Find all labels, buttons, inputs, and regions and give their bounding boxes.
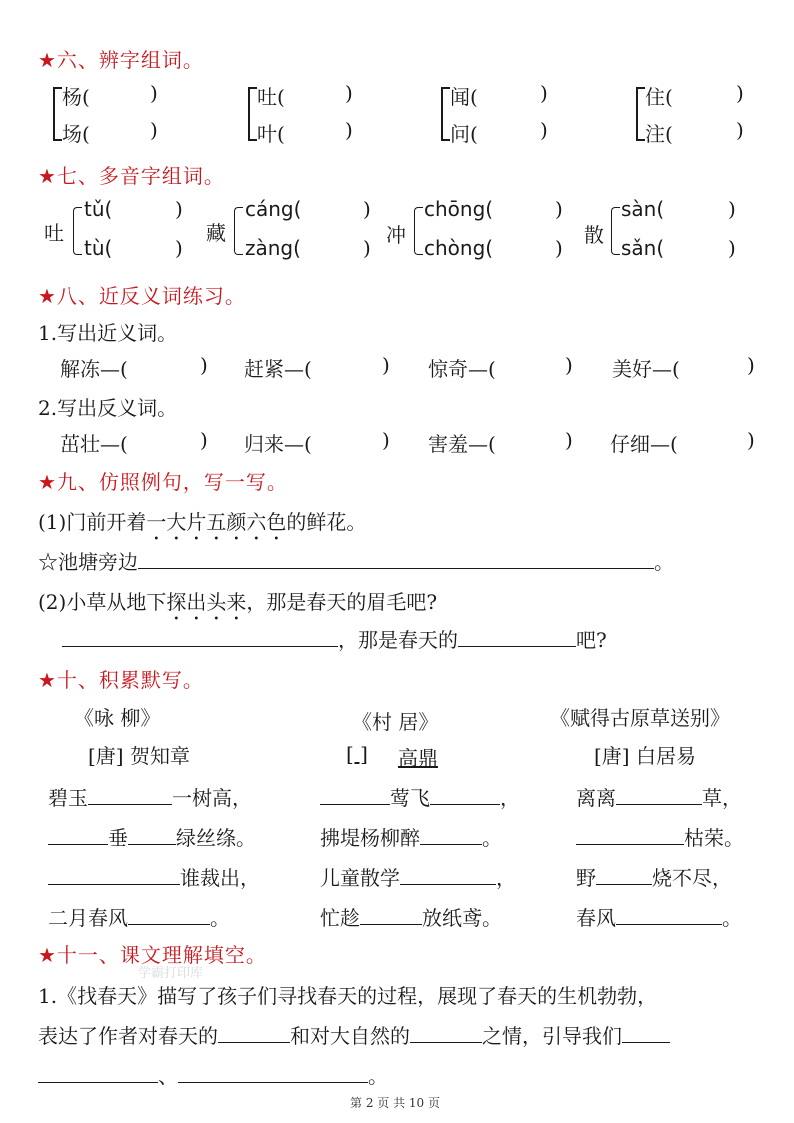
section-10-title: ★十、积累默写。 bbox=[38, 668, 204, 692]
imitation-line-2: ，那是春天的 吧? bbox=[62, 624, 607, 653]
polyphone-char-3: 冲 bbox=[386, 223, 406, 247]
polyphone-char-1: 吐 bbox=[44, 221, 64, 245]
poem-3-line-3: 野 烧不尽， bbox=[576, 862, 732, 891]
poem-2-line-3: 儿童散学 ， bbox=[320, 862, 516, 891]
poem-1-title: 《咏 柳》 bbox=[74, 706, 161, 730]
imitation-line-1: ☆池塘旁边 。 bbox=[38, 546, 674, 575]
antonym-3: 害羞—( bbox=[428, 432, 496, 456]
antonym-1: 茁壮—( bbox=[60, 432, 128, 456]
example-sentence-2: (2)小草从地下探出头来，那是春天的眉毛吧? bbox=[38, 590, 438, 614]
poem-1-line-4: 二月春风 。 bbox=[48, 902, 230, 931]
poem-2-dynasty-blank[interactable]: [ ] bbox=[346, 742, 368, 766]
section-7-title: ★七、多音字组词。 bbox=[38, 164, 225, 188]
poem-2-line-2: 拂堤杨柳醉 。 bbox=[320, 822, 502, 851]
polyphone-char-2: 藏 bbox=[206, 221, 226, 245]
antonym-2: 归来—( bbox=[244, 432, 312, 456]
pair-4-a: 住( bbox=[645, 85, 673, 109]
section-8-title: ★八、近反义词练习。 bbox=[38, 284, 246, 308]
example-sentence-1: (1)门前开着一大片五颜六色的鲜花。 bbox=[38, 510, 367, 534]
answer-blank[interactable] bbox=[138, 547, 654, 569]
poem-2-line-1: 莺飞 ， bbox=[320, 782, 520, 811]
poem-3-line-2: 枯荣。 bbox=[576, 822, 744, 851]
comprehension-line-2: 表达了作者对春天的 和对大自然的 之情，引导我们 bbox=[38, 1020, 670, 1049]
section-9-title: ★九、仿照例句，写一写。 bbox=[38, 470, 288, 494]
pair-3-b: 问( bbox=[450, 122, 478, 146]
synonym-1: 解冻—( bbox=[60, 357, 128, 381]
comprehension-line-1: 1.《找春天》描写了孩子们寻找春天的过程，展现了春天的生机勃勃， bbox=[38, 984, 658, 1008]
poem-3-title: 《赋得古原草送别》 bbox=[550, 706, 730, 730]
antonym-question: 2.写出反义词。 bbox=[38, 396, 178, 420]
pair-1-b: 场( bbox=[62, 122, 90, 146]
synonym-3: 惊奇—( bbox=[428, 357, 496, 381]
watermark: 学霸打印库 bbox=[138, 966, 204, 981]
antonym-4: 仔细—( bbox=[610, 432, 678, 456]
page-footer: 第 2 页 共 10 页 bbox=[350, 1096, 440, 1110]
section-11-title: ★十一、课文理解填空。 bbox=[38, 943, 267, 967]
poem-3-line-1: 离离 草， bbox=[576, 782, 742, 811]
poem-2-author: 高鼎 bbox=[398, 746, 438, 770]
answer-blank[interactable] bbox=[458, 625, 576, 647]
pair-2-b: 叶( bbox=[257, 122, 285, 146]
poem-2-title: 《村 居》 bbox=[352, 710, 439, 734]
synonym-4: 美好—( bbox=[612, 357, 680, 381]
pair-4-b: 注( bbox=[645, 122, 673, 146]
polyphone-char-4: 散 bbox=[584, 223, 604, 247]
pair-1-a: 杨( bbox=[62, 85, 90, 109]
poem-3-line-4: 春风 。 bbox=[576, 902, 742, 931]
section-6-title: ★六、辨字组词。 bbox=[38, 48, 204, 72]
pair-3-a: 闻( bbox=[450, 85, 478, 109]
answer-blank[interactable] bbox=[62, 625, 338, 647]
poem-1-line-3: 谁裁出， bbox=[48, 862, 260, 891]
poem-1-line-2: 垂 绿丝绦。 bbox=[48, 822, 256, 851]
poem-3-author: [唐] 白居易 bbox=[594, 744, 696, 768]
poem-1-author: [唐] 贺知章 bbox=[88, 744, 190, 768]
comprehension-line-3: 、 。 bbox=[38, 1060, 388, 1089]
poem-1-line-1: 碧玉 一树高， bbox=[48, 782, 252, 811]
pair-2-a: 吐( bbox=[257, 85, 285, 109]
poem-2-line-4: 忙趁 放纸鸢。 bbox=[320, 902, 502, 931]
synonym-question: 1.写出近义词。 bbox=[38, 321, 178, 345]
synonym-2: 赶紧—( bbox=[244, 357, 312, 381]
